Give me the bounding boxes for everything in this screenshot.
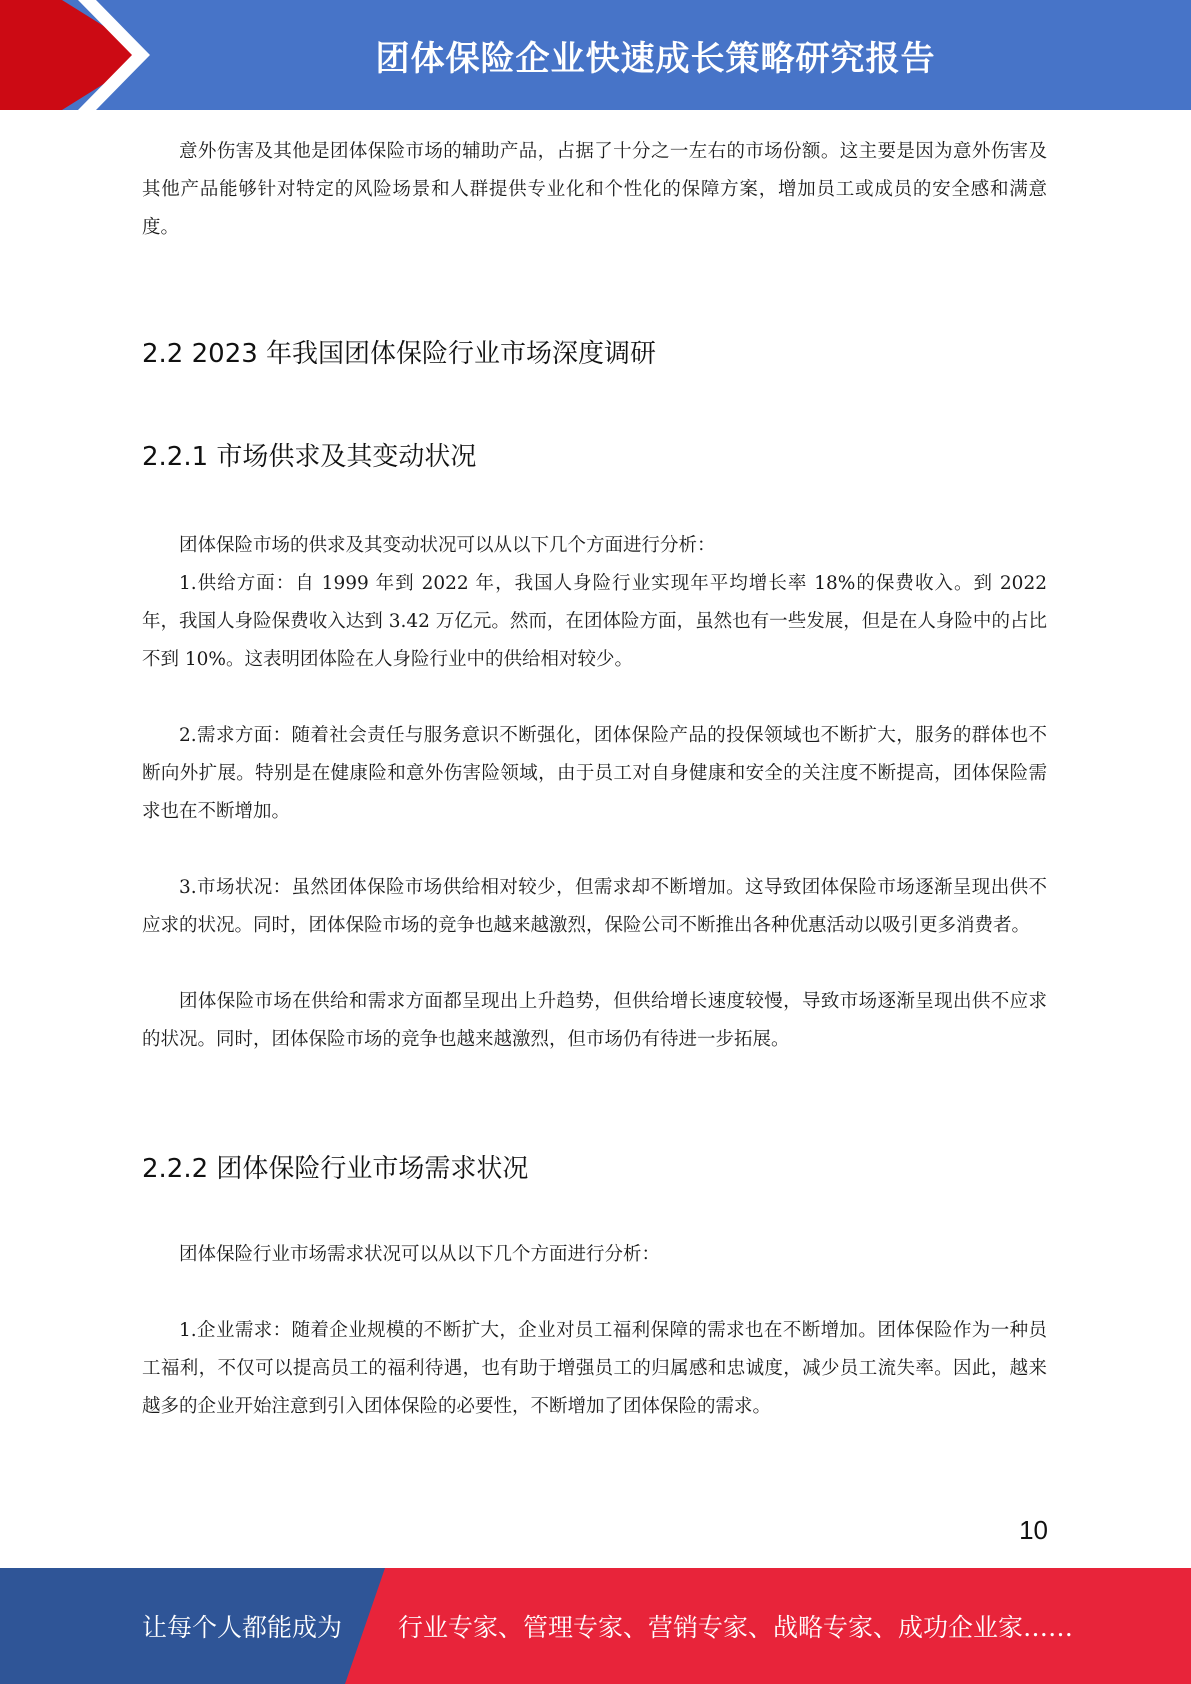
paragraph: 团体保险行业市场需求状况可以从以下几个方面进行分析：: [179, 1244, 661, 1265]
paragraph: 1.企业需求：随着企业规模的不断扩大，企业对员工福利保障的需求也在不断增加。团体保险作为一种员工福利，不仅可以提高员工的福利待遇，也有助于增强员工的归属感和忠诚度，减少员工流失率。因此，越来越多的企业开始注意到引入团体保险的必要性，不断增加了团体保险的需求。: [142, 1320, 1047, 1417]
paragraph: 3.市场状况：虽然团体保险市场供给相对较少，但需求却不断增加。这导致团体保险市场逐渐呈现出供不应求的状况。同时，团体保险市场的竞争也越来越激烈，保险公司不断推出各种优惠活动以吸引更多消费者。: [142, 877, 1047, 936]
footer-slogan-right: 行业专家、管理专家、营销专家、战略专家、成功企业家……: [398, 1613, 1074, 1642]
footer-slogan-left: 让每个人都能成为: [142, 1613, 343, 1642]
paragraph: 团体保险市场在供给和需求方面都呈现出上升趋势，但供给增长速度较慢，导致市场逐渐呈现出供不应求的状况。同时，团体保险市场的竞争也越来越激烈，但市场仍有待进一步拓展。: [142, 991, 1047, 1050]
section-heading-2-2: 2.2 2023 年我国团体保险行业市场深度调研: [142, 339, 657, 369]
intro-paragraph: 意外伤害及其他是团体保险市场的辅助产品，占据了十分之一左右的市场份额。这主要是因为意外伤害及其他产品能够针对特定的风险场景和人群提供专业化和个性化的保障方案，增加员工或成员的安全感和满意度。: [142, 141, 1047, 238]
paragraph: 2.需求方面：随着社会责任与服务意识不断强化，团体保险产品的投保领域也不断扩大，服务的群体也不断向外扩展。特别是在健康险和意外伤害险领域，由于员工对自身健康和安全的关注度不断提高，团体保险需求也在不断增加。: [142, 725, 1047, 822]
report-title: 团体保险企业快速成长策略研究报告: [375, 38, 936, 79]
section-heading-2-2-2: 2.2.2 团体保险行业市场需求状况: [142, 1154, 529, 1184]
page-number: 10: [1019, 1515, 1048, 1545]
intro-section: [142, 133, 1047, 247]
section-heading-2-2-1: 2.2.1 市场供求及其变动状况: [142, 442, 477, 472]
section-2-2-2-body: [142, 1236, 1047, 1426]
page-footer: [0, 1568, 1191, 1684]
header-arrow-decoration: [0, 0, 160, 110]
section-2-2-1-body: [142, 527, 1047, 1059]
paragraph: 1.供给方面：自 1999 年到 2022 年，我国人身险行业实现年平均增长率 18%的保费收入。到 2022 年，我国人身险保费收入达到 3.42 万亿元。然而，在团体险方面，虽然也有一些发展，但是在人身险中的占比不到 10%。这表明团体险在人身险行业中的供给相对较少。: [142, 573, 1047, 670]
page-header: [0, 0, 1191, 110]
paragraph: 团体保险市场的供求及其变动状况可以从以下几个方面进行分析：: [179, 535, 716, 556]
